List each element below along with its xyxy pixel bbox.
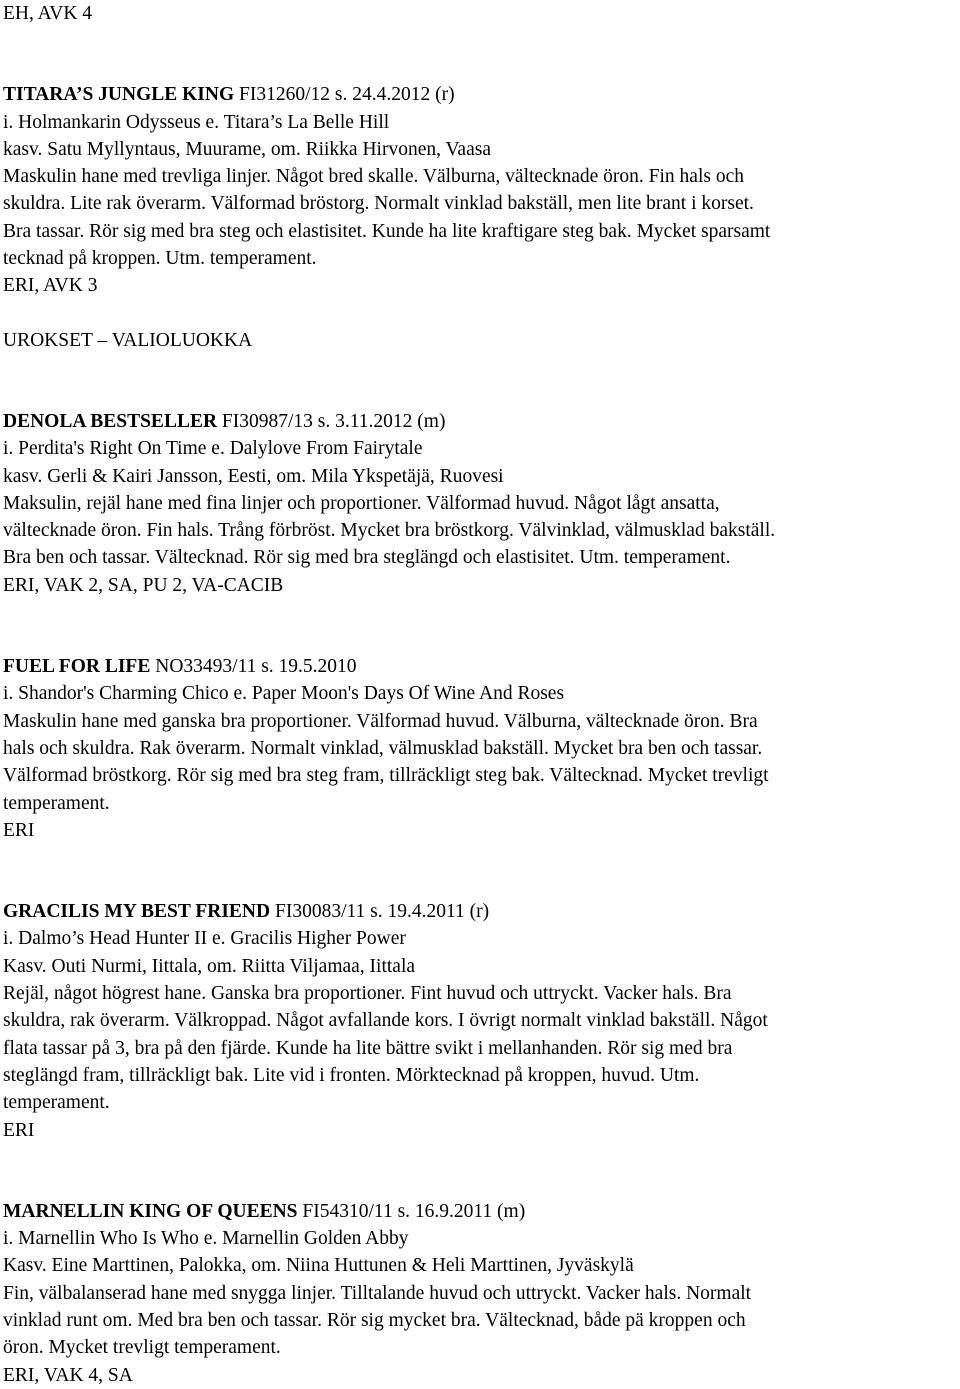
dog-line: öron. Mycket trevligt temperament. (3, 1337, 281, 1359)
dog-name: MARNELLIN KING OF QUEENS (3, 1200, 298, 1222)
dog-line: Välformad bröstkorg. Rör sig med bra steg fram, tillräckligt steg bak. Vältecknad. Mycket trevligt (3, 765, 769, 787)
dog-line: skuldra. Lite rak överarm. Välformad bröstorg. Normalt vinklad bakställ, men lite brant i korset. (3, 193, 754, 215)
dog-line: skuldra, rak överarm. Välkroppad. Något avfallande kors. I övrigt normalt vinklad bakställ. Något (3, 1010, 768, 1032)
dog-line: kasv. Gerli & Kairi Jansson, Eesti, om. Mila Ykspetäjä, Ruovesi (3, 465, 504, 487)
dog-line: vinklad runt om. Med bra ben och tassar. Rör sig mycket bra. Vältecknad, både pä kroppen och (3, 1309, 746, 1331)
dog-line: i. Perdita's Right On Time e. Dalylove From Fairytale (3, 438, 423, 460)
dog-registration: FI30083/11 s. 19.4.2011 (r) (270, 901, 490, 923)
dog-line: flata tassar på 3, bra på den fjärde. Kunde ha lite bättre svikt i mellanhanden. Rör sig med bra (3, 1037, 733, 1059)
dog-line: vältecknade öron. Fin hals. Trång förbröst. Mycket bra bröstkorg. Välvinklad, välmusklad bakställ. (3, 520, 776, 542)
dog-heading (3, 1198, 955, 1225)
document-page (3, 0, 955, 1389)
dog-line: i. Shandor's Charming Chico e. Paper Moon's Days Of Wine And Roses (3, 683, 565, 705)
dog-registration: NO33493/11 s. 19.5.2010 (150, 656, 357, 678)
dog-line: Fin, välbalanserad hane med snygga linjer. Tilltalande huvud och uttryckt. Vacker hals. Normalt (3, 1282, 752, 1304)
dog-line: temperament. (3, 1092, 110, 1114)
dog-result: ERI, VAK 4, SA (3, 1364, 133, 1386)
dog-line: Bra tassar. Rör sig med bra steg och elastisitet. Kunde ha lite kraftigare steg bak. Mycket sparsamt (3, 220, 771, 242)
dog-heading (3, 653, 955, 680)
section-title: UROKSET – VALIOLUOKKA (3, 329, 253, 351)
dog-heading (3, 408, 955, 435)
dog-line: kasv. Satu Myllyntaus, Muurame, om. Riikka Hirvonen, Vaasa (3, 138, 491, 160)
dog-registration: FI30987/13 s. 3.11.2012 (m) (217, 410, 446, 432)
dog-line: i. Marnellin Who Is Who e. Marnellin Golden Abby (3, 1228, 409, 1250)
dog-line: i. Dalmo’s Head Hunter II e. Gracilis Higher Power (3, 928, 406, 950)
dog-line: Bra ben och tassar. Vältecknad. Rör sig med bra steglängd och elastisitet. Utm. temperament. (3, 547, 731, 569)
dog-line: Maskulin hane med trevliga linjer. Något bred skalle. Välburna, vältecknade öron. Fin hals och (3, 166, 744, 188)
dog-line: Kasv. Outi Nurmi, Iittala, om. Riitta Viljamaa, Iittala (3, 955, 416, 977)
dog-entry (3, 653, 955, 844)
dog-name: TITARA’S JUNGLE KING (3, 84, 235, 106)
dog-result: ERI, VAK 2, SA, PU 2, VA-CACIB (3, 574, 284, 596)
dog-heading (3, 81, 955, 108)
dog-line: Maskulin hane med ganska bra proportioner. Välformad huvud. Välburna, vältecknade öron. Bra (3, 710, 758, 732)
dog-entry (3, 1198, 955, 1389)
dog-name: FUEL FOR LIFE (3, 656, 151, 678)
dog-line: tecknad på kroppen. Utm. temperament. (3, 248, 317, 270)
dog-line: Rejäl, något högrest hane. Ganska bra proportioner. Fint huvud och uttryckt. Vacker hals. Bra (3, 983, 732, 1005)
dog-line: i. Holmankarin Odysseus e. Titara’s La Belle Hill (3, 111, 390, 133)
dog-name: DENOLA BESTSELLER (3, 410, 218, 432)
dog-result: ERI (3, 819, 35, 841)
dog-name: GRACILIS MY BEST FRIEND (3, 901, 271, 923)
dog-line: hals och skuldra. Rak överarm. Normalt vinklad, välmusklad bakställ. Mycket bra ben och tassar. (3, 737, 763, 759)
dog-line: Maksulin, rejäl hane med fina linjer och proportioner. Välformad huvud. Något lågt ansatta, (3, 492, 720, 514)
dog-registration: FI54310/11 s. 16.9.2011 (m) (297, 1200, 526, 1222)
dog-line: Kasv. Eine Marttinen, Palokka, om. Niina Huttunen & Heli Marttinen, Jyväskylä (3, 1255, 634, 1277)
dog-line: steglängd fram, tillräckligt bak. Lite vid i fronten. Mörktecknad på kroppen, huvud. Utm. (3, 1064, 700, 1086)
dog-heading (3, 898, 955, 925)
dog-line: temperament. (3, 792, 110, 814)
dog-entry (3, 408, 955, 599)
dog-entry (3, 81, 955, 299)
dog-result: ERI (3, 1119, 35, 1141)
top-result: EH, AVK 4 (3, 3, 93, 24)
dog-result: ERI, AVK 3 (3, 275, 98, 297)
dog-entry (3, 898, 955, 1144)
dog-registration: FI31260/12 s. 24.4.2012 (r) (234, 84, 455, 106)
